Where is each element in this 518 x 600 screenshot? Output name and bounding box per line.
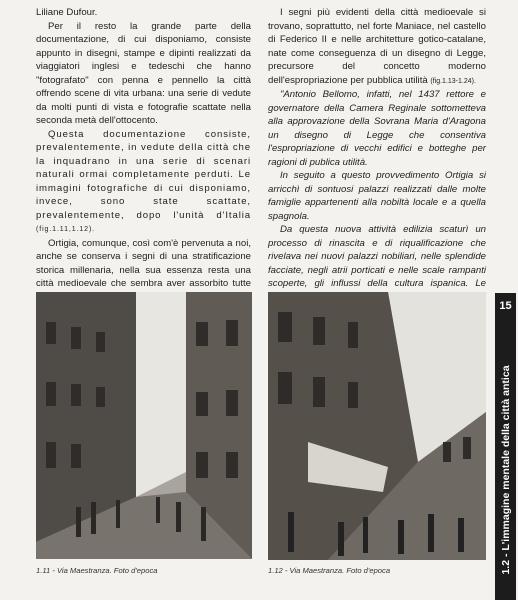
quote-paragraph: In seguito a questo provvedimento Ortigia si arricchì di sontuosi palazzi realizzati dalle molte famiglie appartenenti alla nobiltà locale e a quella spagnola. (268, 170, 486, 222)
paragraph (36, 128, 251, 237)
photo-illustration (268, 292, 486, 560)
right-text-column (268, 6, 486, 318)
paragraph: Ortigia, comunque, così com'è pervenuta a noi, anche se conserva i segni di una stratificazione storica millenaria, nella sua essenza resta una città medioevale che sembra aver assorbito tutte (36, 237, 251, 289)
photo-illustration (36, 292, 252, 559)
paragraph: Per il resto la grande parte della documentazione, di cui disponiamo, consiste appunto in disegni, stampe e dipinti realizzati da viaggiatori inglesi e tedeschi che hanno "fotografato" con penna e pennello la città offrendo scene di vita urbana: una serie di vedute da molti punti di vista e fotografie scattate nella seconda metà dell'ottocento. (36, 20, 251, 126)
figure-caption: 1.12 - Via Maestranza. Foto d'epoca (268, 566, 391, 575)
paragraph-text: I segni più evidenti della città medioevale si trovano, soprattutto, nel forte Maniace, nel castello di Federico II e nelle architetture gotico-catalane, nate come conseguenza di un disegno di Legge, precursore del concetto moderno dell'espropriazione per pubblica utilità (268, 7, 486, 86)
left-text-column (36, 6, 251, 331)
paragraph-text: Questa documentazione consiste, prevalentemente, in vedute della città che la inquadrano in una serie di scenari naturali ormai completamente perduti. Le immagini fotografiche di cui disponiamo, invece, sono state scattate, prevalentemente, dopo l'unità d'Italia (36, 128, 251, 221)
figure-caption: 1.11 - Via Maestranza. Foto d'epoca (36, 566, 158, 575)
quote-paragraph: Da questa nuova attività edilizia scaturì un processo di rinascita e di riqualificazione che rivelava nei nuovi palazzi nobiliari, nelle splendide facciate, negli atrii porticati e nelle scale rampanti scoperte, gli influssi della cultura ispanica. Le (268, 224, 486, 289)
section-title: 1.2 - L'immagine mentale della città antica (499, 365, 512, 575)
figure-reference: (fig.1.13-1.24). (430, 77, 476, 85)
paragraph: Liliane Dufour. (36, 7, 98, 18)
figure-reference: (fig.1.11,1.12). (36, 226, 96, 233)
quote-paragraph: "Antonio Bellomo, infatti, nel 1437 rettore e governatore della Camera Reginale sottometteva alla approvazione della Sovrana Maria d'Aragona un disegno di Legge che consentiva l'espropriazione di vecchi edifici e botteghe per ragioni di publica utilità. (268, 89, 486, 168)
paragraph (268, 6, 486, 88)
historic-street-photo-1 (36, 292, 252, 559)
page-number: 15 (499, 300, 512, 312)
historic-street-photo-2 (268, 292, 486, 560)
